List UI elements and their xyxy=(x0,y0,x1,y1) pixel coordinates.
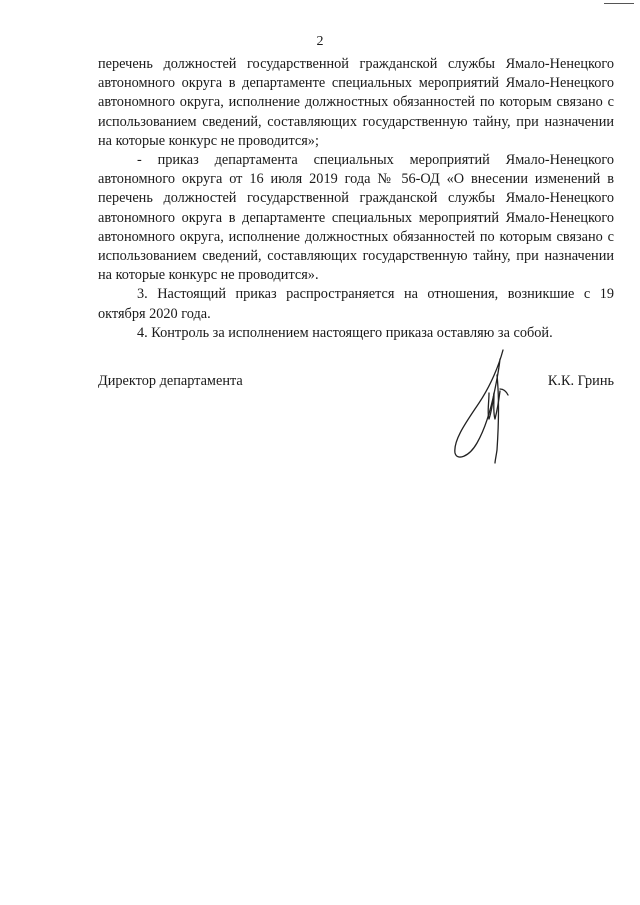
document-body xyxy=(98,55,614,343)
paragraph-order-reference: - приказ департамента специальных мероприятий Ямало-Ненецкого автономного округа от 16 июля 2019 года № 56-ОД «О внесении изменений в перечень должностей государственной гражданской службы Ямало-Ненецкого автономного округа в департаменте специальных мероприятий Ямало-Ненецкого автономного округа, исполнение должностных обязанностей по которым связано с использованием сведений, составляющих государственную тайну, при назначении на которые конкурс не проводится». xyxy=(98,152,614,284)
paragraph-effective-date: 3. Настоящий приказ распространяется на отношения, возникшие с 19 октября 2020 года. xyxy=(98,286,614,322)
page-number: 2 xyxy=(316,34,324,49)
handwritten-signature xyxy=(433,345,533,465)
corner-scan-line xyxy=(604,3,634,4)
signer-position: Директор департамента xyxy=(98,373,243,389)
paragraph-control: 4. Контроль за исполнением настоящего приказа оставляю за собой. xyxy=(137,324,553,341)
paragraph-continuation: перечень должностей государственной гражданской службы Ямало-Ненецкого автономного округа в департаменте специальных мероприятий Ямало-Ненецкого автономного округа, исполнение должностных обязанностей по которым связано с использованием сведений, составляющих государственную тайну, при назначении на которые конкурс не проводится»; xyxy=(98,56,614,149)
signature-block xyxy=(98,345,614,465)
signer-name: К.К. Гринь xyxy=(547,373,614,389)
